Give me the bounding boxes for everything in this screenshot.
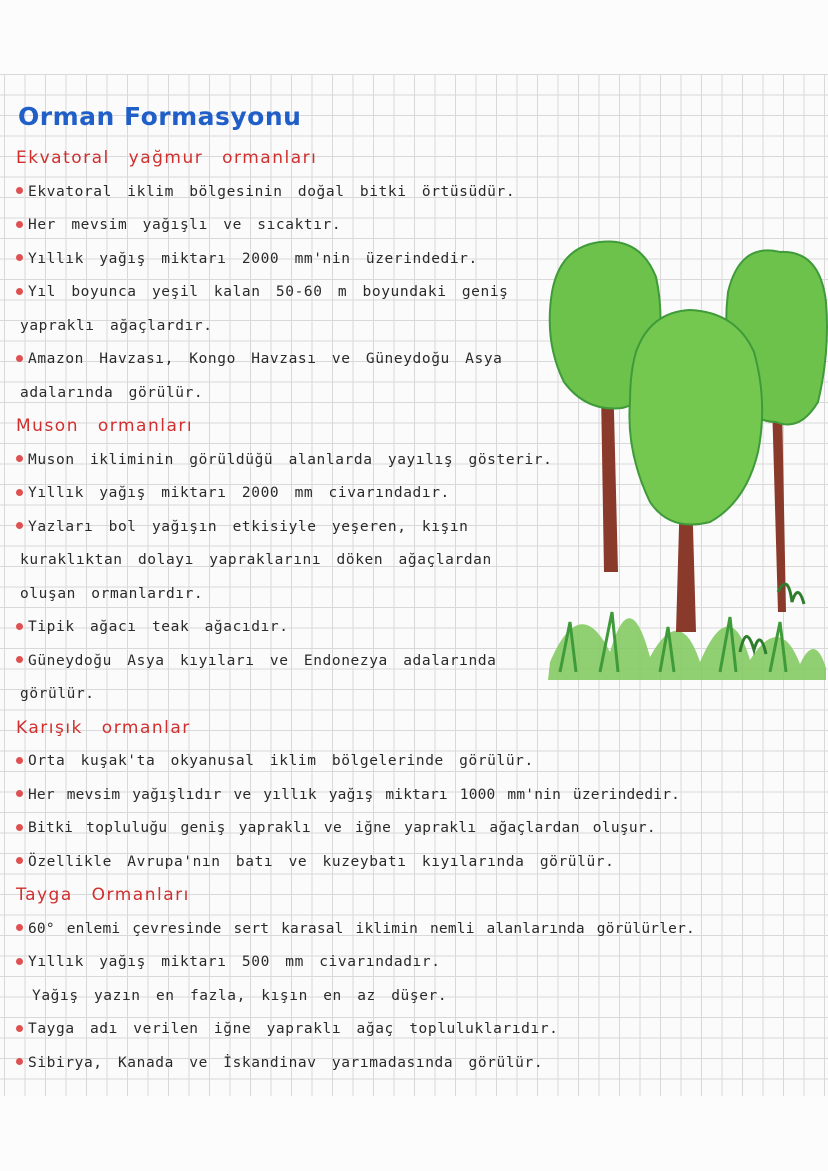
tree-illustration xyxy=(540,232,828,682)
list-item: Orta kuşak'ta okyanusal iklim bölgelerinde görülür. xyxy=(16,745,806,779)
list-item-continuation: yapraklı ağaçlardır. xyxy=(20,317,213,334)
list-item: Yıl boyunca yeşil kalan 50-60 m boyundaki geniş xyxy=(16,276,806,310)
bullet-icon xyxy=(16,790,23,797)
bullet-icon xyxy=(16,221,23,228)
list-item-continuation: kuraklıktan dolayı yapraklarını döken ağaçlardan xyxy=(20,552,492,568)
bullet-icon xyxy=(16,254,23,261)
tree-middle xyxy=(629,310,762,632)
bullet-icon xyxy=(16,1025,23,1032)
bottom-margin xyxy=(0,1096,828,1171)
bullet-icon xyxy=(16,455,23,462)
bullet-icon xyxy=(16,1058,23,1065)
bullet-icon xyxy=(16,623,23,630)
bullet-icon xyxy=(16,924,23,931)
list-item-continuation: görülür. xyxy=(20,686,95,702)
list-item: Muson ikliminin görüldüğü alanlarda yayılış gösterir. xyxy=(16,444,806,478)
list-item: Sibirya, Kanada ve İskandinav yarımadasında görülür. xyxy=(16,1047,806,1081)
list-item-continuation: adalarında görülür. xyxy=(20,384,204,401)
list-item: Yıllık yağış miktarı 2000 mm'nin üzerindedir. xyxy=(16,243,806,277)
bullet-icon xyxy=(16,187,23,194)
list-item: Yazları bol yağışın etkisiyle yeşeren, kışın xyxy=(16,511,806,545)
bullet-icon xyxy=(16,656,23,663)
top-margin xyxy=(0,0,828,74)
bullet-icon xyxy=(16,857,23,864)
bullet-icon xyxy=(16,489,23,496)
list-item: Güneydoğu Asya kıyıları ve Endonezya adalarında xyxy=(16,645,806,679)
list-item: Özellikle Avrupa'nın batı ve kuzeybatı kıyılarında görülür. xyxy=(16,846,806,880)
section-heading-karisik: Karışık ormanlar xyxy=(16,717,191,738)
list-item: Yıllık yağış miktarı 2000 mm civarındadır. xyxy=(16,477,806,511)
list-item-continuation: Yağış yazın en fazla, kışın en az düşer. xyxy=(32,987,448,1004)
bullet-icon xyxy=(16,355,23,362)
bullet-icon xyxy=(16,757,23,764)
list-item: Yıllık yağış miktarı 500 mm civarındadır. xyxy=(16,946,806,980)
section-heading-ekvatoral: Ekvatoral yağmur ormanları xyxy=(16,148,318,168)
list-item: Bitki topluluğu geniş yapraklı ve iğne yapraklı ağaçlardan oluşur. xyxy=(16,812,806,846)
list-item-continuation: oluşan ormanlardır. xyxy=(20,585,204,602)
list-item: Amazon Havzası, Kongo Havzası ve Güneydoğu Asya xyxy=(16,343,806,377)
bullet-icon xyxy=(16,522,23,529)
list-item: Tayga adı verilen iğne yapraklı ağaç topluluklarıdır. xyxy=(16,1013,806,1047)
list-item: Tipik ağacı teak ağacıdır. xyxy=(16,611,806,645)
list-item: 60° enlemi çevresinde sert karasal iklimin nemli alanlarında görülürler. xyxy=(16,913,806,947)
bullet-icon xyxy=(16,824,23,831)
section-heading-muson: Muson ormanları xyxy=(16,416,194,436)
section-heading-tayga: Tayga Ormanları xyxy=(16,885,190,905)
bullet-icon xyxy=(16,958,23,965)
bullet-icon xyxy=(16,288,23,295)
list-item: Her mevsim yağışlı ve sıcaktır. xyxy=(16,209,806,243)
list-item: Ekvatoral iklim bölgesinin doğal bitki örtüsüdür. xyxy=(16,176,806,210)
page-title: Orman Formasyonu xyxy=(18,102,302,131)
list-item: Her mevsim yağışlıdır ve yıllık yağış miktarı 1000 mm'nin üzerindedir. xyxy=(16,779,806,813)
